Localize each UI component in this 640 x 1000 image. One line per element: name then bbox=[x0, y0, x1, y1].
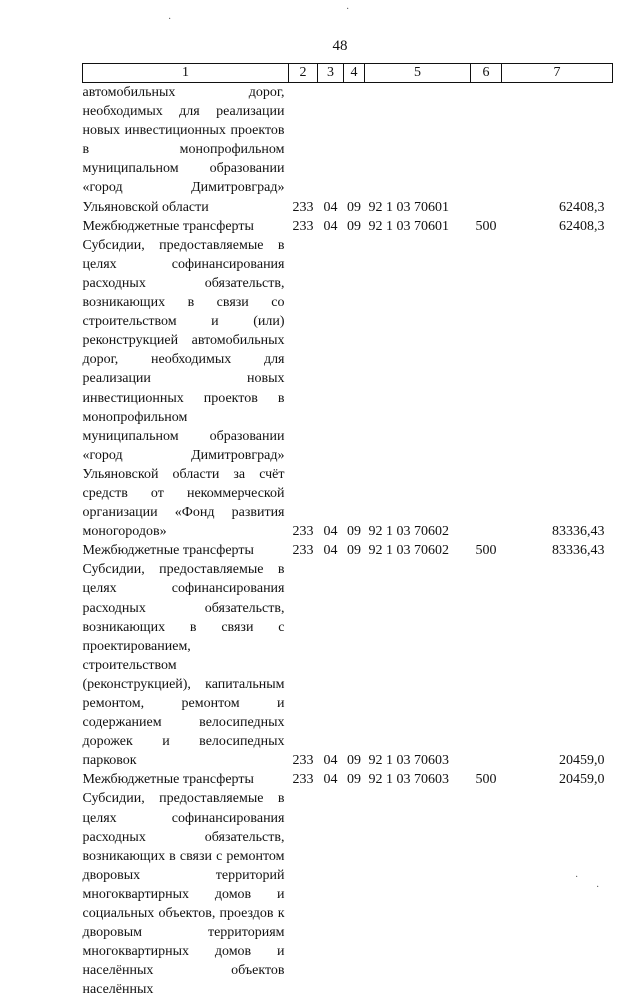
scan-speck: · bbox=[346, 4, 350, 15]
row-subsection: 09 bbox=[347, 543, 361, 559]
table-row bbox=[83, 560, 613, 770]
row-target-code: 92 1 03 70601 bbox=[368, 199, 449, 215]
table-row bbox=[83, 541, 613, 560]
row-expense-type bbox=[471, 789, 502, 999]
row-admin-code bbox=[289, 789, 318, 999]
row-name: Межбюджетные трансферты bbox=[82, 772, 254, 788]
row-section: 04 bbox=[323, 543, 338, 559]
scan-speck: · bbox=[596, 882, 600, 893]
table-row bbox=[83, 770, 613, 789]
table-row bbox=[83, 236, 613, 542]
page-number: 48 bbox=[332, 38, 348, 54]
row-expense-type bbox=[471, 236, 502, 542]
row-section bbox=[318, 789, 344, 999]
row-admin-code: 233 bbox=[292, 524, 314, 540]
col-header-3: 3 bbox=[318, 64, 344, 83]
row-target-code: 92 1 03 70602 bbox=[368, 543, 449, 559]
row-name: Субсидии, предоставляемые в целях софинансирования расходных обязательств, возникающих в связи с ремонтом дворовых территорий многоквартирных домов и социальных объектов, проездов к дворовым территориям многоквартирных домов и населённых объектов населённых bbox=[82, 791, 285, 998]
row-target-code: 92 1 03 70602 bbox=[368, 524, 449, 540]
row-admin-code: 233 bbox=[292, 753, 314, 769]
budget-table bbox=[82, 63, 613, 1000]
row-target-code: 92 1 03 70601 bbox=[368, 218, 449, 234]
row-amount: 83336,43 bbox=[552, 524, 605, 540]
row-subsection: 09 bbox=[347, 218, 361, 234]
row-expense-type: 500 bbox=[475, 543, 497, 559]
row-name: Межбюджетные трансферты bbox=[82, 218, 254, 234]
row-section: 04 bbox=[323, 199, 338, 215]
row-amount: 20459,0 bbox=[559, 772, 605, 788]
row-subsection: 09 bbox=[347, 772, 361, 788]
scan-speck: · bbox=[168, 14, 172, 25]
row-subsection bbox=[344, 789, 365, 999]
row-section: 04 bbox=[323, 524, 338, 540]
row-amount: 83336,43 bbox=[552, 543, 605, 559]
row-target-code: 92 1 03 70603 bbox=[368, 753, 449, 769]
col-header-5: 5 bbox=[365, 64, 471, 83]
row-amount: 62408,3 bbox=[559, 199, 605, 215]
row-amount: 20459,0 bbox=[559, 753, 605, 769]
col-header-7: 7 bbox=[502, 64, 613, 83]
row-subsection: 09 bbox=[347, 753, 361, 769]
row-expense-type: 500 bbox=[475, 218, 497, 234]
row-amount bbox=[502, 789, 613, 999]
row-target-code: 92 1 03 70603 bbox=[368, 772, 449, 788]
scan-speck: · bbox=[575, 872, 579, 883]
row-expense-type: 500 bbox=[475, 772, 497, 788]
row-amount: 62408,3 bbox=[559, 218, 605, 234]
row-name: Межбюджетные трансферты bbox=[82, 543, 254, 559]
row-expense-type bbox=[471, 560, 502, 770]
header-row bbox=[83, 64, 613, 83]
row-section: 04 bbox=[323, 772, 338, 788]
row-name: автомобильных дорог, необходимых для реализации новых инвестиционных проектов в монопрофильном муниципальном образовании «город Димитровград» Ульяновской области bbox=[82, 85, 285, 215]
col-header-1: 1 bbox=[83, 64, 289, 83]
row-expense-type bbox=[471, 83, 502, 217]
col-header-4: 4 bbox=[344, 64, 365, 83]
row-admin-code: 233 bbox=[292, 543, 314, 559]
table-row bbox=[83, 83, 613, 217]
col-header-2: 2 bbox=[289, 64, 318, 83]
row-admin-code: 233 bbox=[292, 772, 314, 788]
row-admin-code: 233 bbox=[292, 218, 314, 234]
row-section: 04 bbox=[323, 218, 338, 234]
table-row bbox=[83, 217, 613, 236]
row-subsection: 09 bbox=[347, 199, 361, 215]
row-name: Субсидии, предоставляемые в целях софинансирования расходных обязательств, возникающих в связи с проектированием, строительством (реконструкцией), капитальным ремонтом, ремонтом и содержанием велосипедных дорожек и велосипедных парковок bbox=[82, 562, 285, 769]
row-target-code bbox=[365, 789, 471, 999]
row-section: 04 bbox=[323, 753, 338, 769]
row-subsection: 09 bbox=[347, 524, 361, 540]
col-header-6: 6 bbox=[471, 64, 502, 83]
row-admin-code: 233 bbox=[292, 199, 314, 215]
table-row bbox=[83, 789, 613, 999]
row-name: Субсидии, предоставляемые в целях софинансирования расходных обязательств, возникающих в связи со строительством и (или) реконструкцией автомобильных дорог, необходимых для реализации новых инвестиционных проектов в монопрофильном муниципальном образовании «город Димитровград» Ульяновской области за счёт средств от некоммерческой организации «Фонд развития моногородов» bbox=[82, 237, 285, 540]
